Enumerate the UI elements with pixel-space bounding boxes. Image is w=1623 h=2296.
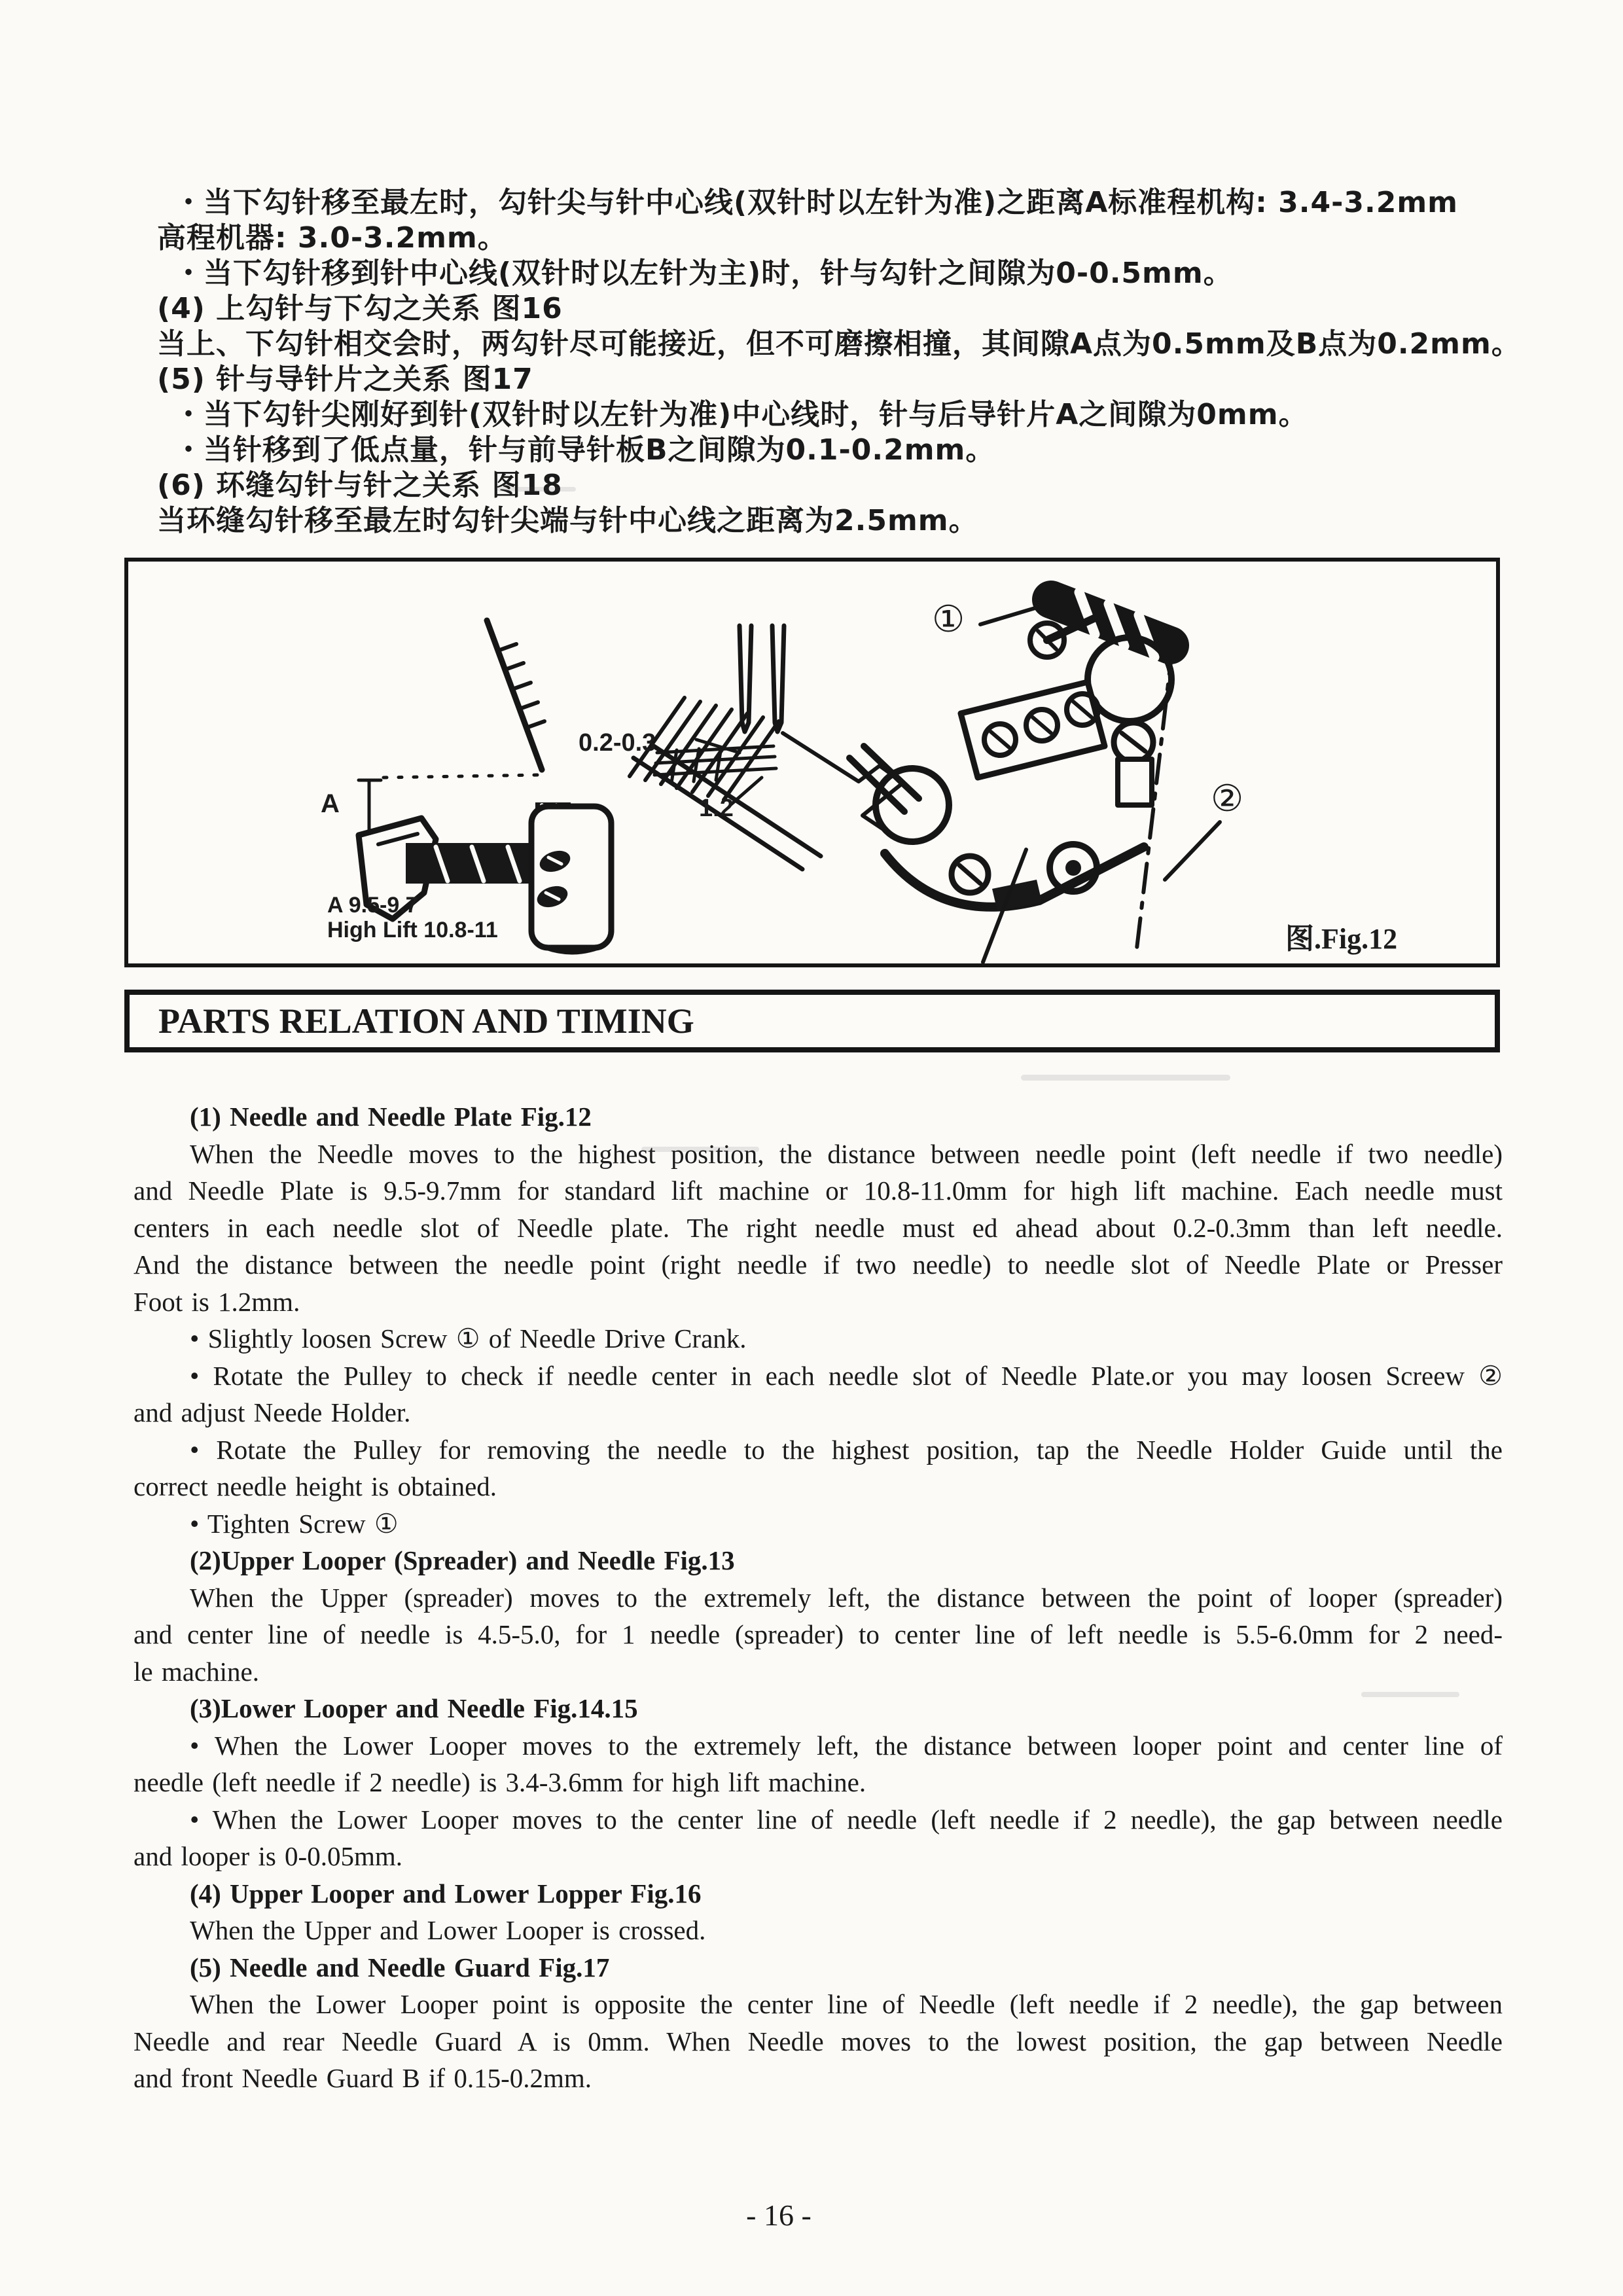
section-title: PARTS RELATION AND TIMING xyxy=(158,1001,694,1041)
en-text-line: correct needle height is obtained. xyxy=(134,1471,497,1501)
figure-dim-a-range-label: A 9.5-9.7 xyxy=(327,893,418,918)
en-text-line: When the Needle moves to the highest position, the distance between needle point (left needle if two needle) xyxy=(190,1138,1503,1169)
en-text-line: • When the Lower Looper moves to the center line of needle (left needle if 2 needle), the gap between needle xyxy=(190,1804,1503,1835)
en-text-line: and Needle Plate is 9.5-9.7mm for standard lift machine or 10.8-11.0mm for high lift machine. Each needle must xyxy=(134,1175,1503,1206)
scan-noise xyxy=(497,487,576,492)
page-number: - 16 - xyxy=(746,2198,812,2232)
en-text-line: • Slightly loosen Screw ① of Needle Drive Crank. xyxy=(190,1323,747,1354)
figure-high-lift-label: High Lift 10.8-11 xyxy=(327,918,498,942)
en-text-line: (2)Upper Looper (Spreader) and Needle Fig.13 xyxy=(190,1545,735,1575)
cn-text-line: (6) 环缝勾针与针之关系 图18 xyxy=(157,469,563,502)
figure-caption: 图.Fig.12 xyxy=(1285,923,1398,955)
figure-callout-2: ② xyxy=(1211,778,1244,820)
scan-noise xyxy=(1021,1075,1230,1081)
cn-text-line: 高程机器: 3.0-3.2mm。 xyxy=(157,221,507,255)
chinese-notes xyxy=(157,185,1538,539)
cn-text-line: ・当下勾针移到针中心线(双针时以左针为主)时，针与勾针之间隙为0-0.5mm。 xyxy=(174,257,1233,290)
en-text-line: and looper is 0-0.05mm. xyxy=(134,1841,402,1871)
en-text-line: and adjust Neede Holder. xyxy=(134,1397,411,1427)
en-text-line: needle (left needle if 2 needle) is 3.4-3.6mm for high lift machine. xyxy=(134,1767,866,1797)
cn-text-line: ・当针移到了低点量，针与前导针板B之间隙为0.1-0.2mm。 xyxy=(174,433,995,467)
cn-text-line: ・当下勾针移至最左时，勾针尖与针中心线(双针时以左针为准)之距离A标准程机构: 3.4-3.2mm xyxy=(174,186,1459,219)
en-text-line: centers in each needle slot of Needle plate. The right needle must ed ahead about 0.2-0.3mm than left needle. xyxy=(134,1212,1503,1243)
en-text-line: When the Lower Looper point is opposite the center line of Needle (left needle if 2 needle), the gap between xyxy=(190,1989,1503,2019)
cn-text-line: 当环缝勾针移至最左时勾针尖端与针中心线之距离为2.5mm。 xyxy=(157,504,978,537)
figure-callout-1: ① xyxy=(932,598,965,641)
cn-text-line: (5) 针与导针片之关系 图17 xyxy=(157,363,533,396)
en-text-line: • Rotate the Pulley to check if needle center in each needle slot of Needle Plate.or you may loosen Screew ② xyxy=(190,1360,1503,1391)
cn-text-line: 当上、下勾针相交会时，两勾针尽可能接近，但不可磨擦相撞，其间隙A点为0.5mm及B点为0.2mm。 xyxy=(157,327,1521,361)
body-text xyxy=(134,1098,1503,2097)
en-text-line: and front Needle Guard B if 0.15-0.2mm. xyxy=(134,2063,592,2093)
en-text-line: When the Upper and Lower Looper is crossed. xyxy=(190,1915,706,1945)
en-text-line: When the Upper (spreader) moves to the extremely left, the distance between the point of looper (spreader) xyxy=(190,1582,1503,1613)
figure-dim-12-label: 1.2 xyxy=(699,795,734,822)
figure-12-box xyxy=(124,558,1500,967)
en-text-line: • When the Lower Looper moves to the extremely left, the distance between looper point and center line of xyxy=(190,1730,1503,1761)
en-text-line: and center line of needle is 4.5-5.0, for 1 needle (spreader) to center line of left needle is 5.5-6.0mm for 2 need- xyxy=(134,1619,1503,1649)
en-text-line: Needle and rear Needle Guard A is 0mm. When Needle moves to the lowest position, the gap between Needle xyxy=(134,2026,1503,2056)
cn-text-line: ・当下勾针尖刚好到针(双针时以左针为准)中心线时，针与后导针片A之间隙为0mm。 xyxy=(174,398,1308,431)
figure-dim-gap-label: 0.2-0.3 xyxy=(579,729,656,757)
en-text-line: (3)Lower Looper and Needle Fig.14.15 xyxy=(190,1693,638,1723)
en-text-line: (4) Upper Looper and Lower Lopper Fig.16 xyxy=(190,1878,702,1909)
en-text-line: le machine. xyxy=(134,1656,259,1687)
cn-text-line: (4) 上勾针与下勾之关系 图16 xyxy=(157,292,563,325)
section-header-box xyxy=(124,990,1500,1052)
en-text-line: (5) Needle and Needle Guard Fig.17 xyxy=(190,1952,610,1982)
en-text-line: Foot is 1.2mm. xyxy=(134,1286,300,1317)
en-text-line: (1) Needle and Needle Plate Fig.12 xyxy=(190,1102,592,1132)
scan-noise xyxy=(641,1147,759,1152)
figure-dim-a-letter: A xyxy=(321,789,340,818)
en-text-line: And the distance between the needle point (right needle if two needle) to needle slot of Needle Plate or Presser xyxy=(134,1249,1503,1280)
en-text-line: • Rotate the Pulley for removing the needle to the highest position, tap the Needle Holder Guide until the xyxy=(190,1434,1503,1465)
scan-noise xyxy=(1361,1692,1459,1697)
en-text-line: • Tighten Screw ① xyxy=(190,1508,399,1539)
